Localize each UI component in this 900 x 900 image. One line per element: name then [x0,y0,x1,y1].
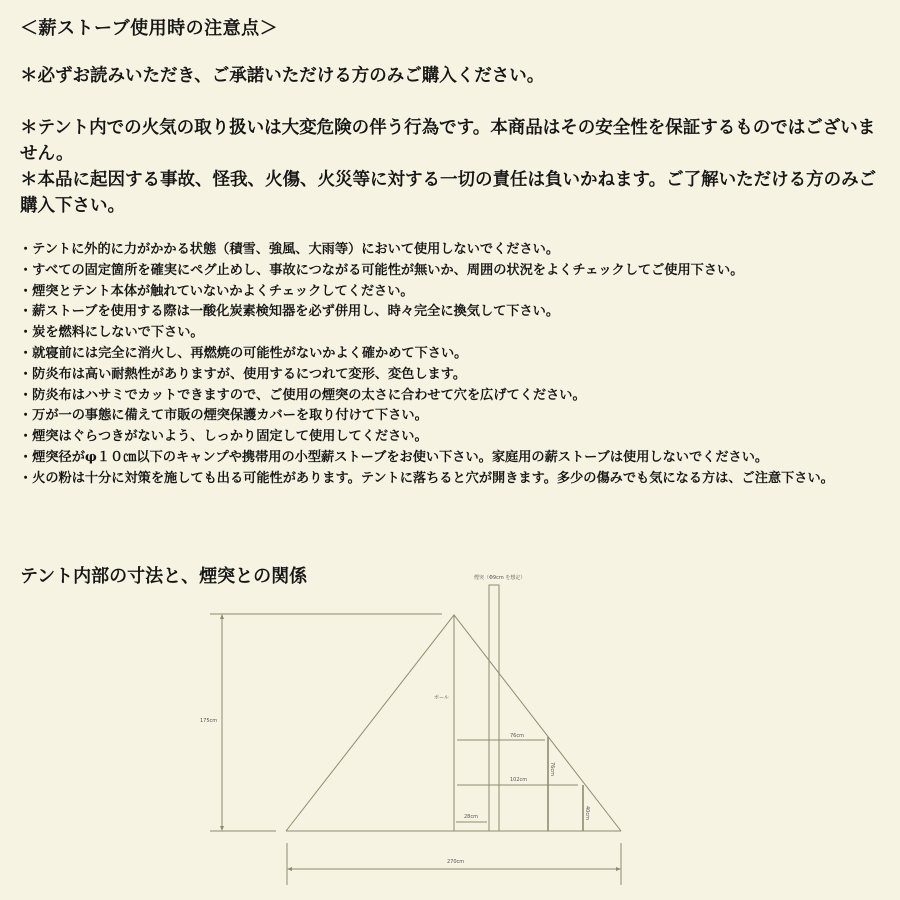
base-arrow-right [616,867,621,871]
base-label: 270cm [447,859,465,865]
dim-40cm-label: 40cm [584,806,590,820]
notice-safety-not-guaranteed: ＊テント内での火気の取り扱いは大変危険の伴う行為です。本商品はその安全性を保証するものではございません。 [20,118,876,164]
caution-item: ・防炎布は高い耐熱性がありますが、使用するにつれて変形、変色します。 [19,366,467,382]
caution-item: ・炭を燃料にしないで下さい。 [19,325,204,341]
caution-item: ・火の粉は十分に対策を施しても出る可能性があります。テントに落ちると穴が開きます。多少の傷みでも気になる方は、ご注意下さい。 [19,470,834,486]
caution-item: ・万が一の事態に備えて市販の煙突保護カバーを取り付けて下さい。 [19,408,428,424]
dim-102cm-label: 102cm [510,777,528,783]
caution-item: ・テントに外的に力がかかる状態（積雪、強風、大雨等）において使用しないでください。 [19,242,560,257]
caution-item: ・すべての固定箇所を確実にペグ止めし、事故につながる可能性が無いか、周囲の状況をよくチェックしてご使用下さい。 [19,262,744,278]
notice-read-before-purchase: ＊必ずお読みいただき、ご承諾いただける方のみご購入ください。 [20,66,545,86]
caution-item: ・就寝前には完全に消火し、再燃焼の可能性がないかよく確かめて下さい。 [19,345,468,361]
height-arrow-bottom [220,826,224,831]
dim-76cm-horizontal-label: 76cm [510,733,524,739]
page-title: ＜薪ストーブ使用時の注意点＞ [20,18,279,39]
caution-item: ・煙突はぐらつきがないよう、しっかり固定して使用してください。 [19,429,428,445]
notice-no-liability: ＊本品に起因する事故、怪我、火傷、火災等に対する一切の責任は負いかねます。ご了解いただける方のみご購入下さい。 [20,170,877,216]
height-label: 175cm [200,718,218,724]
diagram-section-title: テント内部の寸法と、煙突との関係 [20,566,308,587]
pole-label: ポール [434,695,449,701]
dim-76cm-vertical-label: 76cm [549,762,555,776]
chimney-label: 煙突（Φ9cm を想定） [474,575,526,581]
height-arrow-top [220,614,224,619]
chimney [489,585,499,831]
base-arrow-left [287,867,292,871]
dim-28cm-label: 28cm [464,814,478,820]
caution-item: ・薪ストーブを使用する際は一酸化炭素検知器を必ず併用し、時々完全に換気して下さい。 [19,304,560,320]
caution-item: ・煙突とテント本体が触れていないかよくチェックしてください。 [19,283,414,299]
caution-item: ・防炎布はハサミでカットできますので、ご使用の煙突の太さに合わせて穴を広げてください。 [19,387,586,403]
caution-item: ・煙突径がφ１０㎝以下のキャンプや携帯用の小型薪ストーブをお使い下さい。家庭用の薪ストーブは使用しないでください。 [19,449,769,465]
